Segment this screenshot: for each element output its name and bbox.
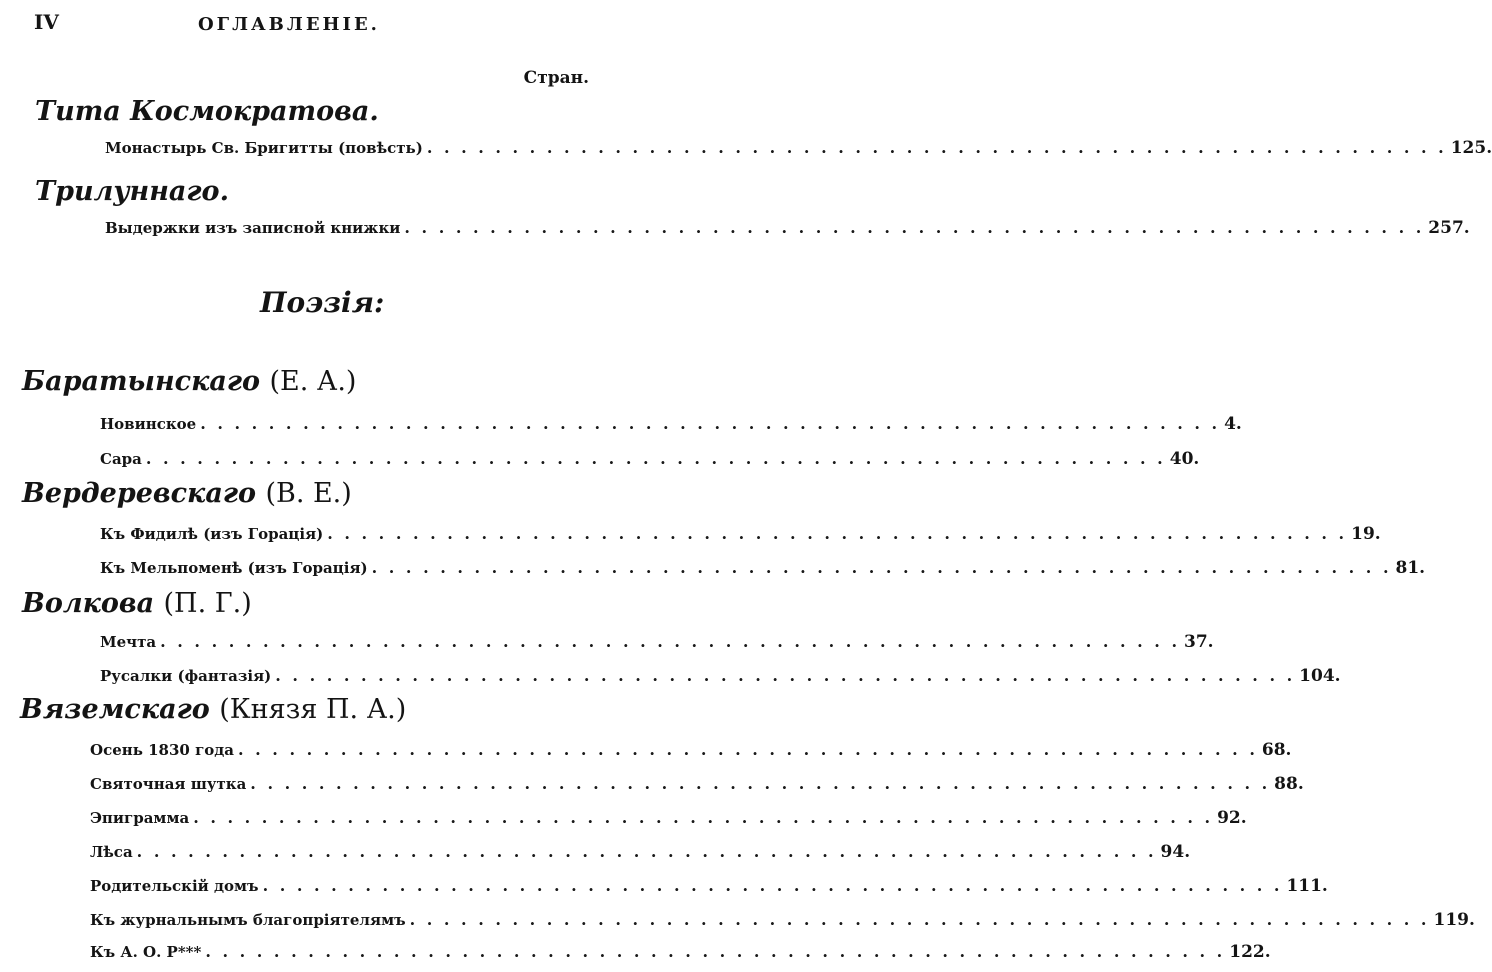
toc-entry	[100, 414, 1242, 434]
dot-leader: . . . . . . . . . . . . . . . . . . . . . . . . . . . . . . . . . . . . . . . . . . . . . . . . . . . . . . . . . . . .	[262, 876, 1283, 895]
entry-page: 68.	[1261, 740, 1292, 760]
dot-leader: . . . . . . . . . . . . . . . . . . . . . . . . . . . . . . . . . . . . . . . . . . . . . . . . . . . . . . . . . . . .	[275, 666, 1296, 685]
dot-leader: . . . . . . . . . . . . . . . . . . . . . . . . . . . . . . . . . . . . . . . . . . . . . . . . . . . . . . . . . . . .	[145, 449, 1166, 468]
entry-title: Лѣса	[90, 843, 133, 861]
dot-leader: . . . . . . . . . . . . . . . . . . . . . . . . . . . . . . . . . . . . . . . . . . . . . . . . . . . . . . . . . . . .	[426, 138, 1447, 157]
author-initials: (Князя П. А.)	[219, 694, 407, 725]
entry-page: 4.	[1224, 414, 1242, 434]
dot-leader: . . . . . . . . . . . . . . . . . . . . . . . . . . . . . . . . . . . . . . . . . . . . . . . . . . . . . . . . . . . .	[205, 942, 1226, 961]
entry-title: Русалки (фантазія)	[100, 667, 272, 685]
toc-entry	[90, 740, 1292, 760]
entry-page: 40.	[1169, 449, 1200, 469]
entry-page: 37.	[1184, 632, 1214, 652]
dot-leader: . . . . . . . . . . . . . . . . . . . . . . . . . . . . . . . . . . . . . . . . . . . . . . . . . . . . . . . . . . . .	[371, 558, 1392, 577]
dot-leader: . . . . . . . . . . . . . . . . . . . . . . . . . . . . . . . . . . . . . . . . . . . . . . . . . . . . . . . . . . . .	[327, 524, 1348, 543]
toc-entry	[90, 774, 1304, 794]
dot-leader: . . . . . . . . . . . . . . . . . . . . . . . . . . . . . . . . . . . . . . . . . . . . . . . . . . . . . . . . . . . .	[200, 414, 1221, 433]
author-initials: (Е. А.)	[269, 366, 357, 397]
page-title: ОГЛАВЛЕНІЕ.	[198, 14, 380, 35]
author-heading	[22, 588, 252, 619]
dot-leader: . . . . . . . . . . . . . . . . . . . . . . . . . . . . . . . . . . . . . . . . . . . . . . . . . . . . . . . . . . . .	[404, 218, 1425, 237]
author-name: Вердеревскаго	[22, 478, 257, 509]
author-heading: Трилуннаго.	[35, 176, 229, 207]
entry-title: Мечта	[100, 633, 157, 651]
entry-page: 92.	[1217, 808, 1247, 828]
entry-page: 81.	[1395, 558, 1426, 578]
author-heading	[22, 478, 352, 509]
entry-title: Сара	[100, 450, 142, 468]
author-heading	[20, 694, 406, 725]
entry-title: Родительскій домъ	[90, 877, 259, 895]
toc-entry	[90, 910, 1475, 930]
toc-entry	[100, 558, 1426, 578]
dot-leader: . . . . . . . . . . . . . . . . . . . . . . . . . . . . . . . . . . . . . . . . . . . . . . . . . . . . . . . . . . . .	[193, 808, 1214, 827]
entry-page: 19.	[1351, 524, 1381, 544]
entry-page: 111.	[1286, 876, 1328, 896]
entry-page: 119.	[1433, 910, 1475, 930]
dot-leader: . . . . . . . . . . . . . . . . . . . . . . . . . . . . . . . . . . . . . . . . . . . . . . . . . . . . . . . . . . . .	[160, 632, 1181, 651]
section-title: Поэзія:	[260, 286, 385, 319]
toc-entry	[105, 218, 1470, 238]
entry-title: Выдержки изъ записной книжки	[105, 219, 401, 237]
entry-page: 88.	[1274, 774, 1304, 794]
entry-title: Къ журнальнымъ благопріятелямъ	[90, 911, 406, 929]
page-column-label: Стран.	[523, 68, 589, 88]
entry-title: Осень 1830 года	[90, 741, 235, 759]
toc-entry	[100, 449, 1200, 469]
author-name: Вяземскаго	[20, 694, 210, 725]
entry-title: Къ Фидилѣ (изъ Горація)	[100, 525, 324, 543]
author-name: Волкова	[22, 588, 155, 619]
entry-page: 94.	[1160, 842, 1191, 862]
toc-entry	[90, 942, 1271, 962]
toc-entry	[100, 524, 1381, 544]
dot-leader: . . . . . . . . . . . . . . . . . . . . . . . . . . . . . . . . . . . . . . . . . . . . . . . . . . . . . . . . . . . .	[136, 842, 1157, 861]
entry-title: Святочная шутка	[90, 775, 247, 793]
author-initials: (В. Е.)	[265, 478, 352, 509]
dot-leader: . . . . . . . . . . . . . . . . . . . . . . . . . . . . . . . . . . . . . . . . . . . . . . . . . . . . . . . . . . . .	[250, 774, 1271, 793]
author-heading	[22, 366, 356, 397]
entry-title: Новинское	[100, 415, 197, 433]
entry-title: Эпиграмма	[90, 809, 190, 827]
toc-entry	[105, 138, 1492, 158]
entry-title: Монастырь Св. Бригитты (повѣсть)	[105, 139, 423, 157]
toc-entry	[90, 876, 1328, 896]
author-heading: Тита Космократова.	[35, 96, 379, 127]
author-initials: (П. Г.)	[163, 588, 252, 619]
entry-title: Къ А. О. Р***	[90, 943, 202, 961]
entry-page: 122.	[1229, 942, 1271, 962]
toc-entry	[100, 632, 1214, 652]
dot-leader: . . . . . . . . . . . . . . . . . . . . . . . . . . . . . . . . . . . . . . . . . . . . . . . . . . . . . . . . . . . .	[409, 910, 1430, 929]
toc-entry	[100, 666, 1341, 686]
dot-leader: . . . . . . . . . . . . . . . . . . . . . . . . . . . . . . . . . . . . . . . . . . . . . . . . . . . . . . . . . . . .	[238, 740, 1258, 759]
author-name: Баратынскаго	[22, 366, 261, 397]
entry-title: Къ Мельпоменѣ (изъ Горація)	[100, 559, 368, 577]
entry-page: 125.	[1450, 138, 1492, 158]
page-number: IV	[34, 10, 59, 34]
toc-entry	[90, 842, 1191, 862]
entry-page: 104.	[1299, 666, 1341, 686]
entry-page: 257.	[1428, 218, 1470, 238]
toc-entry	[90, 808, 1247, 828]
